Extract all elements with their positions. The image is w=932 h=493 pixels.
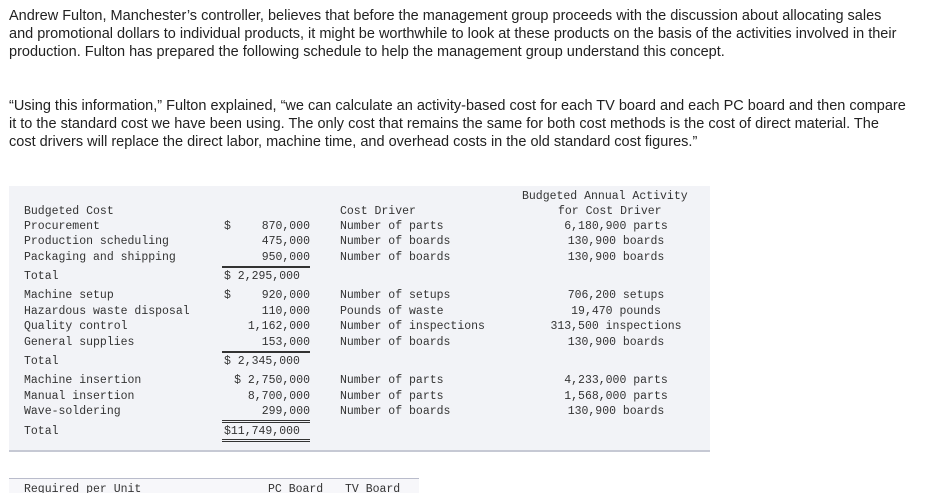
total-underline xyxy=(222,267,310,268)
budgeted-activity: 1,568,000 parts xyxy=(564,390,668,403)
header-required-per-unit: Required per Unit xyxy=(24,483,142,493)
cost-amount: 870,000 xyxy=(261,220,310,233)
intro-paragraph: Andrew Fulton, Manchester’s controller, believes that before the management group proceeds with the discussion about allocating sales and promotional dollars to individual products, it might be worthwhile to look at these products on the basis of the activities involved in their production. Fulton has prepared the following schedule to help the management group understand this concept. xyxy=(9,8,897,60)
cost-amount: 299,000 xyxy=(261,405,310,418)
cost-driver: Pounds of waste xyxy=(340,305,444,318)
cost-amount: 475,000 xyxy=(261,235,310,248)
total-label: Total xyxy=(24,270,59,283)
header-cost-driver: Cost Driver xyxy=(340,205,416,218)
header-budgeted-annual-activity: Budgeted Annual Activity xyxy=(522,190,688,203)
activity-cost-table xyxy=(9,186,710,452)
cost-amount: 153,000 xyxy=(261,336,310,349)
cost-amount: 8,700,000 xyxy=(247,390,310,403)
cost-driver: Number of boards xyxy=(340,405,451,418)
total-amount: $11,749,000 xyxy=(224,425,300,438)
cost-driver: Number of boards xyxy=(340,235,451,248)
budgeted-activity: 130,900 boards xyxy=(567,405,665,418)
cost-driver: Number of boards xyxy=(340,336,451,349)
header-pc-board: PC Board xyxy=(268,483,324,493)
cost-item-label: General supplies xyxy=(24,336,135,349)
cost-item-label: Hazardous waste disposal xyxy=(24,305,190,318)
dollar-sign: $ xyxy=(224,289,231,302)
cost-amount: 1,162,000 xyxy=(247,320,310,333)
grand-total-double-underline-2 xyxy=(222,441,310,442)
cost-driver: Number of setups xyxy=(340,289,451,302)
subtotal-underline xyxy=(222,420,310,421)
quote-paragraph: “Using this information,” Fulton explained, “we can calculate an activity-based cost for each TV board and each PC board and then compare it to the standard cost we have been using. The only cost that remains the same for both cost methods is the cost of direct material. The cost drivers will replace the direct labor, machine time, and overhead costs in the old standard cost figures.” xyxy=(9,98,906,150)
cost-driver: Number of parts xyxy=(340,220,444,233)
total-amount: $ 2,295,000 xyxy=(224,270,300,283)
header-budgeted-cost: Budgeted Cost xyxy=(24,205,114,218)
cost-item-label: Packaging and shipping xyxy=(24,251,176,264)
cost-item-label: Manual insertion xyxy=(24,390,135,403)
cost-item-label: Production scheduling xyxy=(24,235,169,248)
dollar-sign: $ xyxy=(224,220,231,233)
total-underline xyxy=(222,352,310,353)
header-tv-board: TV Board xyxy=(345,483,401,493)
cost-driver: Number of inspections xyxy=(340,320,485,333)
header-for-cost-driver: for Cost Driver xyxy=(558,205,662,218)
cost-item-label: Machine setup xyxy=(24,289,114,302)
budgeted-activity: 130,900 boards xyxy=(567,336,665,349)
total-label: Total xyxy=(24,355,59,368)
budgeted-activity: 706,200 setups xyxy=(567,289,665,302)
cost-amount: 110,000 xyxy=(261,305,310,318)
cost-driver: Number of boards xyxy=(340,251,451,264)
budgeted-activity: 4,233,000 parts xyxy=(564,374,668,387)
cost-item-label: Machine insertion xyxy=(24,374,142,387)
next-table-header xyxy=(9,478,419,493)
cost-item-label: Procurement xyxy=(24,220,100,233)
budgeted-activity: 6,180,900 parts xyxy=(564,220,668,233)
cost-item-label: Wave-soldering xyxy=(24,405,121,418)
cost-amount: $ 2,750,000 xyxy=(234,374,310,387)
total-amount: $ 2,345,000 xyxy=(224,355,300,368)
budgeted-activity: 313,500 inspections xyxy=(550,320,682,333)
budgeted-activity: 130,900 boards xyxy=(567,251,665,264)
grand-total-double-underline xyxy=(222,439,310,440)
cost-driver: Number of parts xyxy=(340,390,444,403)
budgeted-activity: 19,470 pounds xyxy=(571,305,661,318)
cost-item-label: Quality control xyxy=(24,320,128,333)
total-label: Total xyxy=(24,425,59,438)
cost-amount: 950,000 xyxy=(261,251,310,264)
cost-amount: 920,000 xyxy=(261,289,310,302)
total-underline xyxy=(222,422,310,423)
cost-driver: Number of parts xyxy=(340,374,444,387)
budgeted-activity: 130,900 boards xyxy=(567,235,665,248)
